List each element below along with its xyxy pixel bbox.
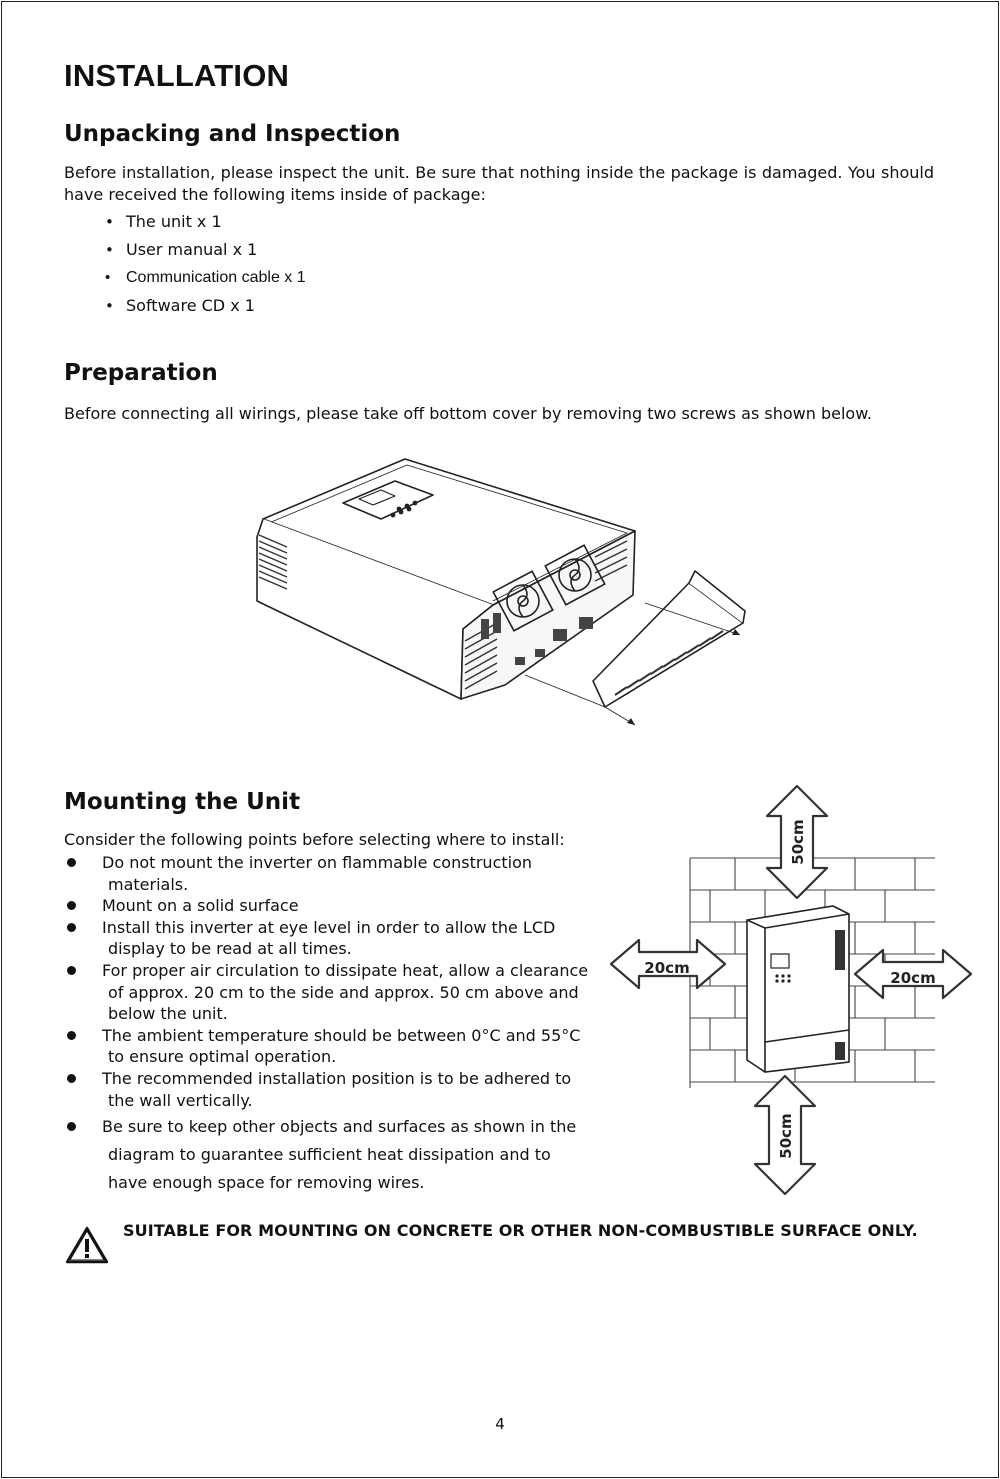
inverter-unit: [747, 906, 849, 1072]
bullet-dot: [67, 923, 76, 932]
list-item: The recommended installation position is to be adhered to the wall vertically.: [64, 1068, 589, 1111]
bullet-dot: [67, 858, 76, 867]
clearance-diagram: [605, 780, 980, 1200]
package-items-list: [105, 208, 306, 320]
page-title: INSTALLATION: [64, 58, 290, 93]
mounting-heading: Mounting the Unit: [64, 789, 301, 815]
mounting-intro: Consider the following points before selecting where to install:: [64, 830, 565, 849]
bullet-dot: [67, 966, 76, 975]
bullet-dot: [67, 1031, 76, 1040]
list-item: • The unit x 1: [105, 208, 306, 236]
inverter-cover-removal-illustration: [235, 445, 755, 735]
warning-text: SUITABLE FOR MOUNTING ON CONCRETE OR OTHER NON-COMBUSTIBLE SURFACE ONLY.: [123, 1221, 918, 1240]
preparation-text: Before connecting all wirings, please take off bottom cover by removing two screws as shown below.: [64, 404, 872, 423]
list-item: • User manual x 1: [105, 236, 306, 264]
left-clearance-label: 20cm: [644, 959, 690, 977]
top-clearance-label: 50cm: [789, 819, 807, 865]
bullet-dot: [67, 1122, 76, 1131]
bullet-dot: [67, 1074, 76, 1083]
list-item: Install this inverter at eye level in order to allow the LCD display to be read at all times.: [64, 917, 589, 960]
right-clearance-label: 20cm: [890, 969, 936, 987]
list-item: For proper air circulation to dissipate heat, allow a clearance of approx. 20 cm to the side and approx. 50 cm above and below the unit.: [64, 960, 589, 1025]
list-item: Do not mount the inverter on flammable construction materials.: [64, 852, 589, 895]
bottom-clearance-label: 50cm: [777, 1113, 795, 1159]
unpacking-intro: Before installation, please inspect the unit. Be sure that nothing inside the package is damaged. You should have received the following items inside of package:: [64, 163, 934, 204]
preparation-heading: Preparation: [64, 360, 218, 386]
bullet-dot: [67, 901, 76, 910]
list-item: The ambient temperature should be between 0°C and 55°C to ensure optimal operation.: [64, 1025, 589, 1068]
page-number: 4: [495, 1415, 505, 1433]
list-item: • Communication cable x 1: [105, 264, 306, 292]
list-item: Mount on a solid surface: [64, 895, 589, 917]
list-item: Be sure to keep other objects and surfaces as shown in the diagram to guarantee sufficient heat dissipation and to have enough space for removing wires.: [64, 1113, 589, 1197]
unpacking-heading: Unpacking and Inspection: [64, 121, 401, 147]
mounting-points-list: [64, 852, 589, 1197]
warning-triangle-icon: [64, 1225, 110, 1265]
list-item: • Software CD x 1: [105, 292, 306, 320]
